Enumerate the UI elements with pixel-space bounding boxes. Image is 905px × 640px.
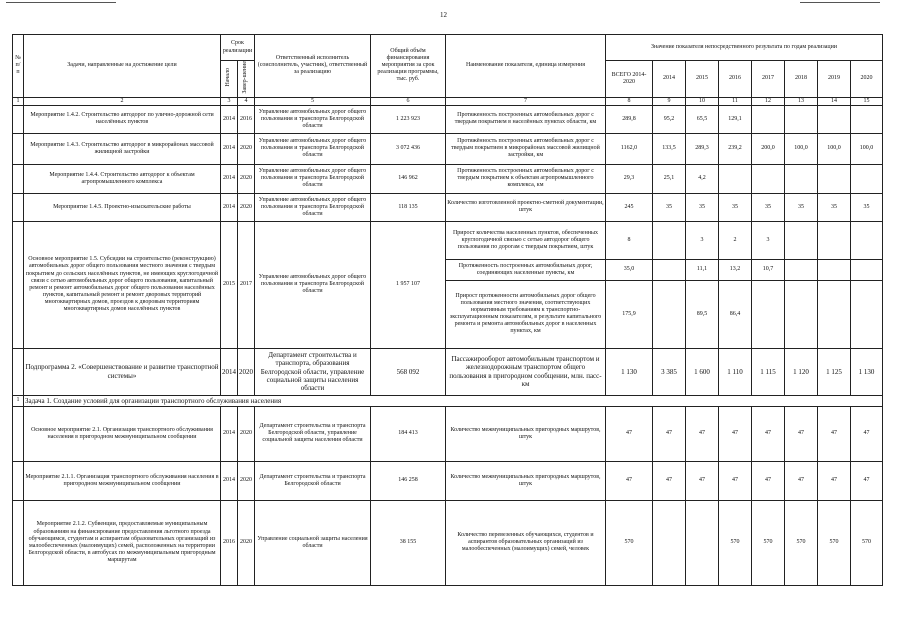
task-cell: Мероприятие 1.4.5. Проектно-изыскательские работы xyxy=(24,193,221,221)
col-number: 9 xyxy=(653,97,686,105)
value-cell xyxy=(851,259,883,280)
top-rule xyxy=(6,2,116,3)
exec-cell: Департамент строительства и транспорта, образования Белгородской области, управление социальной защиты населения области xyxy=(255,348,371,395)
col-fin-header: Общий объём финансирования мероприятия за срок реализации программы, тыс. руб. xyxy=(371,35,446,98)
col-number: 11 xyxy=(719,97,752,105)
value-cell: 3 385 xyxy=(653,348,686,395)
value-cell xyxy=(785,280,818,348)
value-cell: 47 xyxy=(606,461,653,500)
col-number: 14 xyxy=(818,97,851,105)
value-cell: 47 xyxy=(851,406,883,461)
col-number: 2 xyxy=(24,97,221,105)
header-row xyxy=(13,35,883,61)
col-number: 4 xyxy=(238,97,255,105)
value-cell: 47 xyxy=(653,406,686,461)
row-num xyxy=(13,461,24,500)
table-row xyxy=(13,193,883,221)
value-cell: 1 130 xyxy=(851,348,883,395)
row-num xyxy=(13,221,24,348)
task-cell: Подпрограмма 2. «Совершенствование и развитие транспортной системы» xyxy=(24,348,221,395)
end-cell: 2020 xyxy=(238,133,255,164)
value-cell: 35 xyxy=(752,193,785,221)
indicator-cell: Прирост количества населенных пунктов, обеспеченных круглогодичной связью с сетью автодорог общего пользования по дорогам с твердым покрытием, штук xyxy=(446,221,606,259)
col-total-header: ВСЕГО 2014-2020 xyxy=(606,61,653,98)
value-cell: 1 125 xyxy=(818,348,851,395)
value-cell: 35 xyxy=(818,193,851,221)
start-cell: 2015 xyxy=(221,221,238,348)
value-cell: 25,1 xyxy=(653,164,686,193)
value-cell xyxy=(653,221,686,259)
indicator-cell: Протяженность построенных автомобильных дорог с твердым покрытием к объектам агропромышленного комплекса, км xyxy=(446,164,606,193)
value-cell xyxy=(851,105,883,133)
year-header: 2018 xyxy=(785,61,818,98)
exec-cell: Управление автомобильных дорог общего пользования и транспорта Белгородской области xyxy=(255,193,371,221)
value-cell: 47 xyxy=(686,406,719,461)
value-cell xyxy=(752,164,785,193)
value-cell: 3 xyxy=(686,221,719,259)
start-cell: 2014 xyxy=(221,348,238,395)
value-cell: 1 120 xyxy=(785,348,818,395)
value-cell xyxy=(752,280,785,348)
end-cell: 2020 xyxy=(238,164,255,193)
fin-cell: 1 957 107 xyxy=(371,221,446,348)
value-cell: 1 110 xyxy=(719,348,752,395)
start-cell: 2014 xyxy=(221,105,238,133)
value-cell xyxy=(653,500,686,585)
fin-cell: 118 135 xyxy=(371,193,446,221)
value-cell: 245 xyxy=(606,193,653,221)
value-cell: 239,2 xyxy=(719,133,752,164)
exec-cell: Управление автомобильных дорог общего пользования и транспорта Белгородской области xyxy=(255,105,371,133)
value-cell: 570 xyxy=(606,500,653,585)
value-cell: 1 115 xyxy=(752,348,785,395)
year-header: 2014 xyxy=(653,61,686,98)
value-cell: 133,5 xyxy=(653,133,686,164)
end-cell: 2020 xyxy=(238,461,255,500)
indicator-cell: Количество изготовленной проектно-сметной документации, штук xyxy=(446,193,606,221)
value-cell: 570 xyxy=(818,500,851,585)
value-cell: 35 xyxy=(851,193,883,221)
value-cell: 570 xyxy=(785,500,818,585)
task-cell: Мероприятие 1.4.4. Строительство автодорог к объектам агропромышленного комплекса xyxy=(24,164,221,193)
value-cell: 100,0 xyxy=(851,133,883,164)
start-cell: 2016 xyxy=(221,500,238,585)
row-num: 1 xyxy=(13,395,24,406)
exec-cell: Департамент строительства и транспорта Белгородской области, управление социальной защиты населения области xyxy=(255,406,371,461)
table-row xyxy=(13,461,883,500)
col-number: 1 xyxy=(13,97,24,105)
col-start-header: Начало xyxy=(221,61,238,98)
value-cell: 47 xyxy=(719,406,752,461)
value-cell: 86,4 xyxy=(719,280,752,348)
start-cell: 2014 xyxy=(221,461,238,500)
top-rule xyxy=(800,2,880,3)
value-cell: 175,9 xyxy=(606,280,653,348)
year-header: 2015 xyxy=(686,61,719,98)
row-num xyxy=(13,348,24,395)
indicator-table xyxy=(12,34,883,586)
exec-cell: Управление автомобильных дорог общего пользования и транспорта Белгородской области xyxy=(255,133,371,164)
col-number: 10 xyxy=(686,97,719,105)
value-cell: 570 xyxy=(719,500,752,585)
value-cell xyxy=(818,164,851,193)
value-cell: 129,1 xyxy=(719,105,752,133)
subprogram-row xyxy=(13,348,883,395)
row-num xyxy=(13,105,24,133)
value-cell: 35 xyxy=(686,193,719,221)
fin-cell: 38 155 xyxy=(371,500,446,585)
value-cell xyxy=(653,280,686,348)
end-cell: 2020 xyxy=(238,348,255,395)
exec-cell: Управление социальной защиты населения области xyxy=(255,500,371,585)
value-cell: 95,2 xyxy=(653,105,686,133)
value-cell: 35 xyxy=(719,193,752,221)
value-cell xyxy=(818,280,851,348)
value-cell: 1 130 xyxy=(606,348,653,395)
end-cell: 2020 xyxy=(238,406,255,461)
end-cell: 2020 xyxy=(238,500,255,585)
task-cell: Мероприятие 2.1.2. Субвенции, предоставляемые муниципальным образованиям на финансирование предоставления льготного проезда обучающимся, студентам и аспирантам образовательных организаций из малообеспеченных (малоимущих) семей, расположенных на территории Белгородской области, в автобусах по межмуниципальным пригородным маршрутам xyxy=(24,500,221,585)
value-cell: 47 xyxy=(719,461,752,500)
fin-cell: 3 072 436 xyxy=(371,133,446,164)
fin-cell: 568 092 xyxy=(371,348,446,395)
value-cell: 47 xyxy=(785,406,818,461)
value-cell: 47 xyxy=(752,461,785,500)
col-number: 6 xyxy=(371,97,446,105)
value-cell: 2 xyxy=(719,221,752,259)
numbering-row xyxy=(13,97,883,105)
row-num xyxy=(13,133,24,164)
value-cell xyxy=(785,259,818,280)
col-tasks-header: Задачи, направленные на достижение цели xyxy=(24,35,221,98)
value-cell: 47 xyxy=(818,406,851,461)
value-cell: 570 xyxy=(851,500,883,585)
value-cell xyxy=(719,164,752,193)
year-header: 2020 xyxy=(851,61,883,98)
value-cell: 35,0 xyxy=(606,259,653,280)
start-cell: 2014 xyxy=(221,133,238,164)
value-cell: 47 xyxy=(653,461,686,500)
year-header: 2017 xyxy=(752,61,785,98)
value-cell: 13,2 xyxy=(719,259,752,280)
table-row xyxy=(13,500,883,585)
value-cell: 35 xyxy=(785,193,818,221)
value-cell: 47 xyxy=(851,461,883,500)
col-exec-header: Ответственный исполнитель (соисполнитель, участник), ответственный за реализацию xyxy=(255,35,371,98)
value-cell xyxy=(785,164,818,193)
table-row xyxy=(13,221,883,259)
indicator-cell: Протяжённость построенных автомобильных дорог с твердым покрытием в микрорайонах массовой жилищной застройки, км xyxy=(446,133,606,164)
value-cell xyxy=(785,221,818,259)
value-cell: 1 600 xyxy=(686,348,719,395)
year-header: 2016 xyxy=(719,61,752,98)
col-term-header: Срок реализации xyxy=(221,35,255,61)
value-cell: 29,3 xyxy=(606,164,653,193)
table-row xyxy=(13,164,883,193)
value-cell: 47 xyxy=(785,461,818,500)
indicator-cell: Прирост протяженности автомобильных дорог общего пользования местного значения, соответствующих нормативным требованиям к транспортно-эксплуатационным показателям, в результате капитального ремонта и ремонта автомобильных дорог в населенных пунктах, км xyxy=(446,280,606,348)
value-cell: 47 xyxy=(686,461,719,500)
value-cell xyxy=(851,164,883,193)
task-heading: Задача 1. Создание условий для организации транспортного обслуживания населения xyxy=(24,395,883,406)
col-ind-header: Наименование показателя, единица измерения xyxy=(446,35,606,98)
value-cell: 200,0 xyxy=(752,133,785,164)
col-number: 13 xyxy=(785,97,818,105)
end-cell: 2020 xyxy=(238,193,255,221)
value-cell xyxy=(818,259,851,280)
value-cell: 570 xyxy=(752,500,785,585)
value-cell xyxy=(851,221,883,259)
fin-cell: 1 223 923 xyxy=(371,105,446,133)
value-cell xyxy=(653,259,686,280)
col-number: 3 xyxy=(221,97,238,105)
end-cell: 2016 xyxy=(238,105,255,133)
value-cell: 47 xyxy=(606,406,653,461)
value-cell xyxy=(686,500,719,585)
fin-cell: 146 258 xyxy=(371,461,446,500)
exec-cell: Управление автомобильных дорог общего пользования и транспорта Белгородской области xyxy=(255,164,371,193)
indicator-cell: Количество межмуниципальных пригородных маршрутов, штук xyxy=(446,461,606,500)
start-cell: 2014 xyxy=(221,164,238,193)
value-cell: 89,5 xyxy=(686,280,719,348)
col-number: 5 xyxy=(255,97,371,105)
exec-cell: Управление автомобильных дорог общего пользования и транспорта Белгородской области xyxy=(255,221,371,348)
col-end-header: Завер-шение xyxy=(238,61,255,98)
value-cell xyxy=(818,105,851,133)
indicator-cell: Пассажирооборот автомобильным транспортом и железнодорожным транспортом общего пользования в пригородном сообщении, млн. пасс-км xyxy=(446,348,606,395)
row-num xyxy=(13,193,24,221)
page-number: 12 xyxy=(440,11,447,19)
year-header: 2019 xyxy=(818,61,851,98)
start-cell: 2014 xyxy=(221,406,238,461)
task-cell: Основное мероприятие 2.1. Организация транспортного обслуживания населения в пригородном межмуниципальном сообщении xyxy=(24,406,221,461)
task-cell: Мероприятие 1.4.2. Строительство автодорог по улично-дорожной сети населённых пунктов xyxy=(24,105,221,133)
fin-cell: 146 962 xyxy=(371,164,446,193)
indicator-cell: Количество межмуниципальных пригородных маршрутов, штук xyxy=(446,406,606,461)
value-cell: 3 xyxy=(752,221,785,259)
row-num xyxy=(13,164,24,193)
value-cell: 10,7 xyxy=(752,259,785,280)
col-number: 12 xyxy=(752,97,785,105)
table-row xyxy=(13,133,883,164)
task-cell: Мероприятие 1.4.3. Строительство автодорог в микрорайонах массовой жилищной застройки xyxy=(24,133,221,164)
exec-cell: Департамент строительства и транспорта Белгородской области xyxy=(255,461,371,500)
task-heading-row xyxy=(13,395,883,406)
start-cell: 2014 xyxy=(221,193,238,221)
value-cell: 1162,0 xyxy=(606,133,653,164)
col-number: 15 xyxy=(851,97,883,105)
indicator-cell: Количество перевезенных обучающихся, студентов и аспирантов образовательных организаций из малообеспеченных (малоимущих) семей, человек xyxy=(446,500,606,585)
value-cell: 47 xyxy=(752,406,785,461)
row-num xyxy=(13,406,24,461)
value-cell: 47 xyxy=(818,461,851,500)
task-cell: Основное мероприятие 1.5. Субсидии на строительство (реконструкцию) автомобильных дорог общего пользования местного значения с твердым покрытием до сельских населённых пунктов, не имеющих круглогодичной связи с сетью автомобильных дорог общего пользования, капитальный ремонт и ремонт автомобильных дорог общего пользования населённых пунктов, капитальный ремонт и ремонт дворовых территорий многоквартирных домов, проездов к дворовым территориям многоквартирных домов населённых пунктов xyxy=(24,221,221,348)
value-cell: 100,0 xyxy=(818,133,851,164)
row-num xyxy=(13,500,24,585)
value-cell xyxy=(851,280,883,348)
value-cell: 289,3 xyxy=(686,133,719,164)
value-cell: 65,5 xyxy=(686,105,719,133)
task-cell: Мероприятие 2.1.1. Организация транспортного обслуживания населения в пригородном межмуниципальном сообщении xyxy=(24,461,221,500)
col-number: 7 xyxy=(446,97,606,105)
indicator-cell: Протяженность построенных автомобильных дорог с твердым покрытием в населённых пунктах области, км xyxy=(446,105,606,133)
table-row xyxy=(13,406,883,461)
value-cell: 289,8 xyxy=(606,105,653,133)
table-row xyxy=(13,105,883,133)
end-cell: 2017 xyxy=(238,221,255,348)
value-cell: 8 xyxy=(606,221,653,259)
value-cell xyxy=(752,105,785,133)
col-number: 8 xyxy=(606,97,653,105)
fin-cell: 184 413 xyxy=(371,406,446,461)
indicator-cell: Протяженность построенных автомобильных дорог, соединяющих населенные пункты, км xyxy=(446,259,606,280)
col-num-header: № п/п xyxy=(13,35,24,98)
value-cell xyxy=(785,105,818,133)
value-cell: 11,1 xyxy=(686,259,719,280)
col-vals-header: Значение показателя непосредственного результата по годам реализации xyxy=(606,35,883,61)
value-cell: 4,2 xyxy=(686,164,719,193)
value-cell xyxy=(818,221,851,259)
value-cell: 100,0 xyxy=(785,133,818,164)
value-cell: 35 xyxy=(653,193,686,221)
